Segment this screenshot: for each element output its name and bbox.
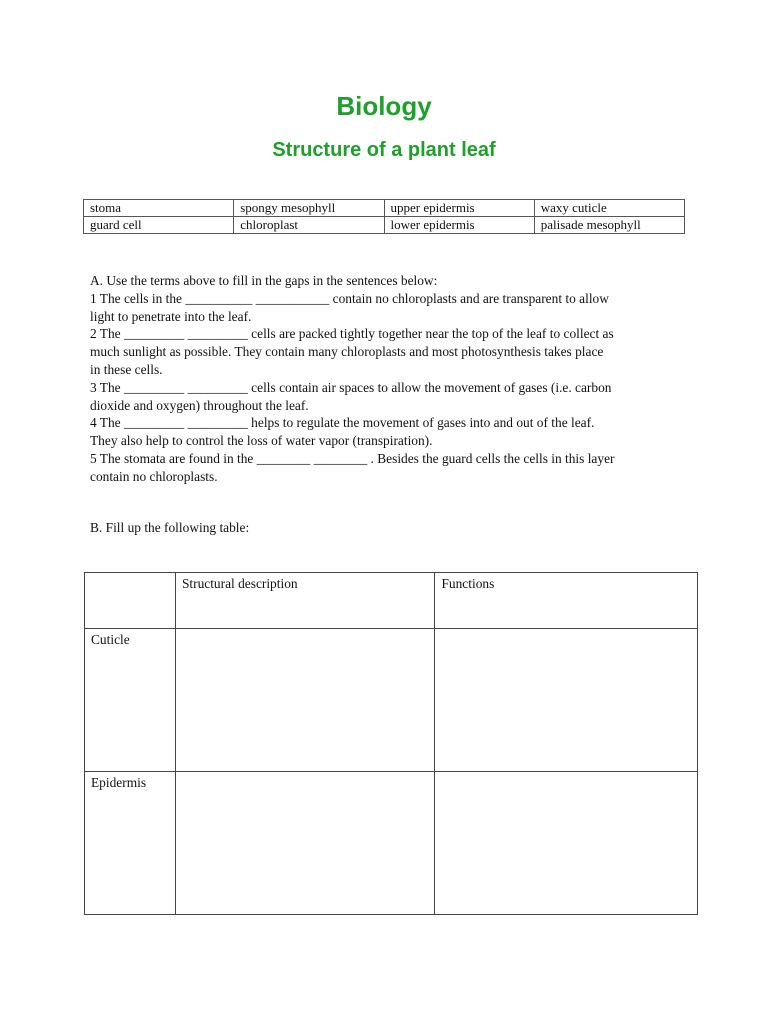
term-cell: chloroplast: [234, 217, 384, 234]
fill-table-answer-cell[interactable]: [435, 629, 698, 772]
term-cell: stoma: [84, 200, 234, 217]
section-a-line: 4 The _________ _________ helps to regulate the movement of gases into and out of the leaf.: [90, 415, 595, 431]
section-a-line: 5 The stomata are found in the ________ ________ . Besides the guard cells the cells in this layer: [90, 450, 615, 466]
fill-table-answer-cell[interactable]: [435, 772, 698, 915]
section-a-line: contain no chloroplasts.: [90, 468, 218, 484]
section-a-line: dioxide and oxygen) throughout the leaf.: [90, 397, 309, 413]
section-a-line: They also help to control the loss of water vapor (transpiration).: [90, 433, 433, 449]
page-subtitle: Structure of a plant leaf: [272, 139, 496, 161]
fill-table-corner-cell: [85, 573, 176, 629]
section-a-intro: A. Use the terms above to fill in the gaps in the sentences below:: [90, 273, 438, 288]
terms-row: [84, 217, 685, 234]
term-cell: lower epidermis: [384, 217, 534, 234]
section-a-line: 1 The cells in the __________ ___________ contain no chloroplasts and are transparent to allow: [90, 290, 609, 306]
section-a-line: 3 The _________ _________ cells contain air spaces to allow the movement of gases (i.e. carbon: [90, 379, 612, 395]
fill-table-row-label: Cuticle: [91, 632, 130, 647]
fill-table-header-row: [85, 573, 698, 629]
fill-table-header-label: Functions: [441, 576, 495, 591]
section-b-intro: B. Fill up the following table:: [90, 520, 250, 535]
section-a-line: much sunlight as possible. They contain many chloroplasts and most photosynthesis takes place: [90, 344, 604, 360]
term-cell: palisade mesophyll: [534, 217, 684, 234]
fill-table-answer-cell[interactable]: [175, 772, 435, 915]
fill-table-header-cell: [435, 573, 698, 629]
term-cell: waxy cuticle: [534, 200, 684, 217]
section-a-line: 2 The _________ _________ cells are packed tightly together near the top of the leaf to collect as: [90, 326, 614, 342]
term-cell: spongy mesophyll: [234, 200, 384, 217]
section-a-line: light to penetrate into the leaf.: [90, 308, 252, 324]
section-a-line: in these cells.: [90, 361, 163, 377]
term-cell: guard cell: [84, 217, 234, 234]
term-cell: upper epidermis: [384, 200, 534, 217]
fill-table-header-label: Structural description: [181, 576, 298, 591]
fill-table-row: [85, 629, 698, 772]
page-title: Biology: [336, 91, 432, 121]
fill-table-row-label-cell: [85, 772, 176, 915]
section-a: [90, 272, 690, 486]
terms-row: [84, 200, 685, 217]
fill-table-row-label-cell: [85, 629, 176, 772]
fill-table-answer-cell[interactable]: [175, 629, 435, 772]
fill-table-header-cell: [175, 573, 435, 629]
fill-table-row-label: Epidermis: [91, 775, 147, 790]
terms-table: [83, 199, 685, 234]
fill-table: [84, 572, 698, 915]
fill-table-row: [85, 772, 698, 915]
